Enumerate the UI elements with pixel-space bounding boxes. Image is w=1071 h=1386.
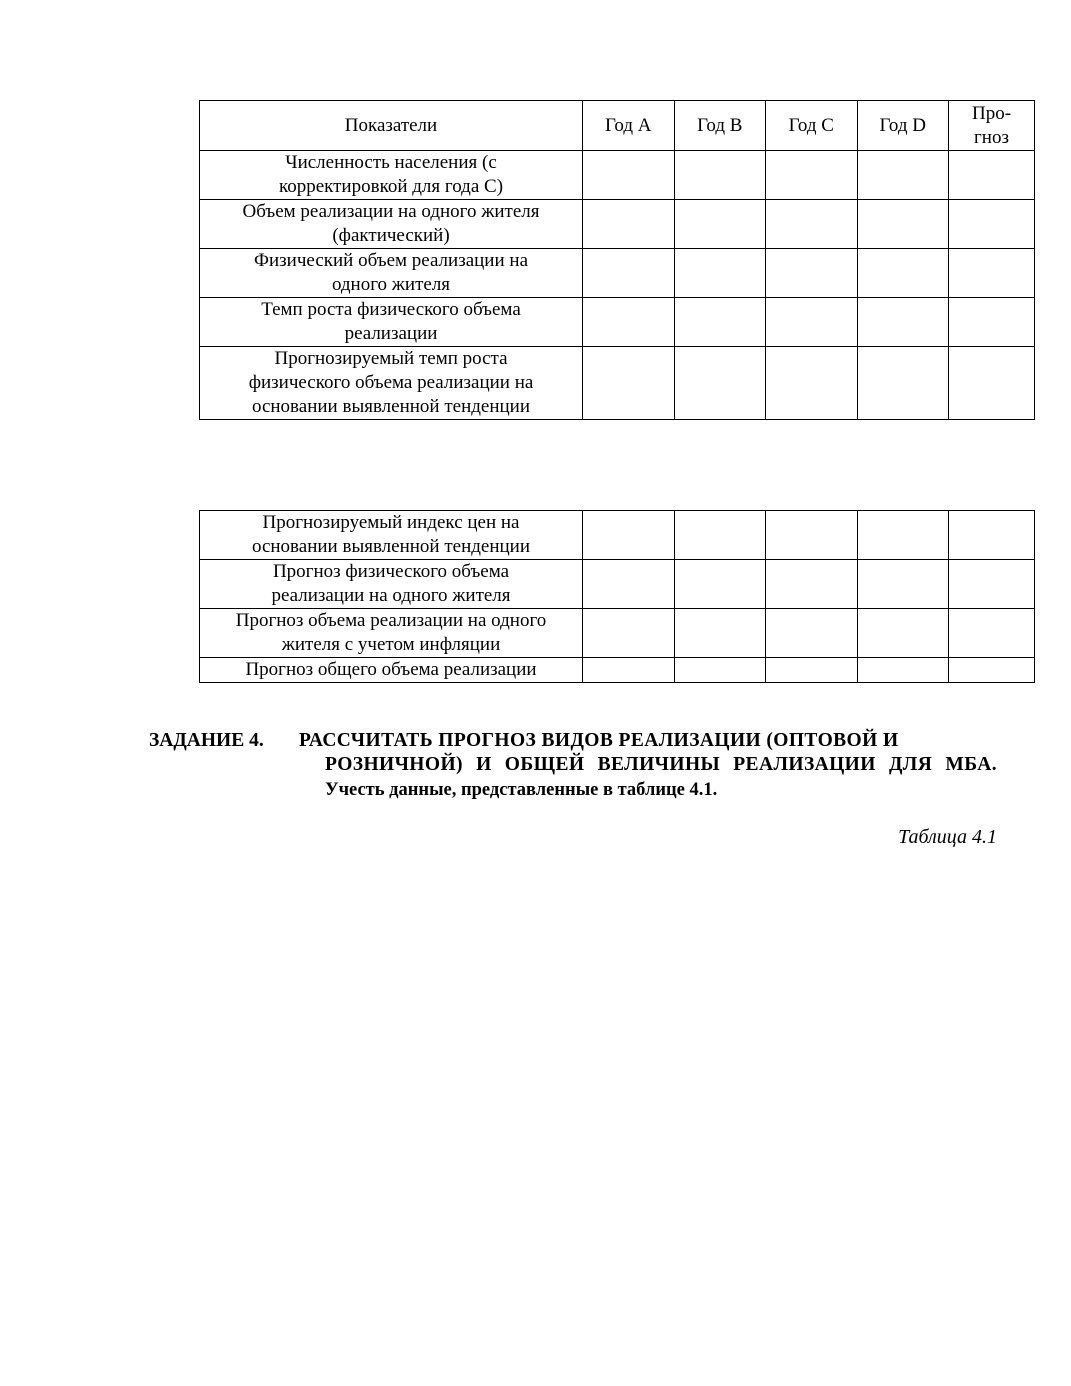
cell-empty	[949, 249, 1035, 298]
row-label-line: Физический объем реализации на	[254, 250, 528, 271]
header-indicator: Показатели	[200, 101, 583, 151]
indicators-table-top	[199, 100, 1035, 420]
row-label	[200, 511, 583, 560]
cell-empty	[949, 298, 1035, 347]
header-forecast-line1: Про-	[971, 102, 1012, 124]
table-row	[200, 347, 1035, 420]
cell-empty	[766, 560, 858, 609]
table-caption: Таблица 4.1	[898, 826, 997, 848]
cell-empty	[949, 200, 1035, 249]
cell-empty	[583, 200, 675, 249]
row-label	[200, 249, 583, 298]
cell-empty	[766, 151, 858, 200]
header-year-b: Год B	[674, 101, 766, 151]
cell-empty	[583, 658, 675, 683]
cell-empty	[857, 151, 949, 200]
cell-empty	[674, 511, 766, 560]
row-label	[200, 298, 583, 347]
cell-empty	[766, 249, 858, 298]
row-label-line: Объем реализации на одного жителя	[242, 201, 540, 222]
row-label-line: физического объема реализации на	[248, 372, 534, 393]
table-header-row	[200, 101, 1035, 151]
table-row	[200, 609, 1035, 658]
header-forecast	[949, 101, 1035, 151]
table-row	[200, 200, 1035, 249]
row-label	[200, 609, 583, 658]
cell-empty	[949, 511, 1035, 560]
cell-empty	[583, 151, 675, 200]
row-label-line: Численность населения (с	[285, 152, 497, 173]
cell-empty	[583, 609, 675, 658]
cell-empty	[766, 658, 858, 683]
cell-empty	[583, 511, 675, 560]
cell-empty	[674, 658, 766, 683]
cell-empty	[857, 347, 949, 420]
cell-empty	[674, 347, 766, 420]
cell-empty	[857, 658, 949, 683]
indicators-table-bottom	[199, 510, 1035, 683]
row-label-line: Прогноз физического объема	[272, 561, 510, 582]
cell-empty	[857, 298, 949, 347]
row-label-line: Прогнозируемый индекс цен на	[262, 512, 520, 533]
row-label-line: (фактический)	[332, 225, 450, 246]
cell-empty	[674, 298, 766, 347]
table-row	[200, 249, 1035, 298]
row-label	[200, 200, 583, 249]
cell-empty	[766, 609, 858, 658]
cell-empty	[674, 609, 766, 658]
cell-empty	[857, 511, 949, 560]
cell-empty	[583, 249, 675, 298]
cell-empty	[766, 347, 858, 420]
header-year-d: Год D	[857, 101, 949, 151]
task-heading-line1: РАССЧИТАТЬ ПРОГНОЗ ВИДОВ РЕАЛИЗАЦИИ (ОПТОВОЙ И	[299, 730, 899, 751]
cell-empty	[949, 347, 1035, 420]
cell-empty	[949, 151, 1035, 200]
cell-empty	[674, 560, 766, 609]
cell-empty	[949, 609, 1035, 658]
cell-empty	[949, 658, 1035, 683]
row-label-line: Прогноз общего объема реализации	[245, 659, 537, 680]
row-label-line: Прогнозируемый темп роста	[274, 348, 508, 369]
row-label-line: Темп роста физического объема	[261, 299, 521, 320]
cell-empty	[583, 347, 675, 420]
row-label-line: корректировкой для года С)	[278, 176, 504, 197]
cell-empty	[857, 609, 949, 658]
row-label-line: реализации	[344, 323, 438, 344]
cell-empty	[766, 298, 858, 347]
table-row	[200, 658, 1035, 683]
table-row	[200, 511, 1035, 560]
task-note: Учесть данные, представленные в таблице 4.1.	[325, 780, 718, 800]
cell-empty	[766, 200, 858, 249]
cell-empty	[766, 511, 858, 560]
row-label-line: жителя с учетом инфляции	[281, 634, 501, 655]
cell-empty	[674, 249, 766, 298]
cell-empty	[583, 298, 675, 347]
row-label	[200, 347, 583, 420]
header-forecast-line2: гноз	[974, 126, 1009, 148]
cell-empty	[583, 560, 675, 609]
row-label-line: основании выявленной тенденции	[251, 536, 531, 557]
row-label-line: одного жителя	[331, 274, 451, 295]
row-label	[200, 560, 583, 609]
table-row	[200, 560, 1035, 609]
cell-empty	[857, 200, 949, 249]
table-row	[200, 151, 1035, 200]
cell-empty	[857, 249, 949, 298]
row-label	[200, 151, 583, 200]
task-label: ЗАДАНИЕ 4.	[149, 730, 264, 751]
table-row	[200, 298, 1035, 347]
header-year-a: Год A	[583, 101, 675, 151]
row-label-line: реализации на одного жителя	[271, 585, 511, 606]
header-year-c: Год C	[766, 101, 858, 151]
cell-empty	[674, 200, 766, 249]
row-label-line: основании выявленной тенденции	[251, 396, 531, 417]
cell-empty	[674, 151, 766, 200]
cell-empty	[857, 560, 949, 609]
row-label	[200, 658, 583, 683]
row-label-line: Прогноз объема реализации на одного	[235, 610, 547, 631]
task-heading-line2: РОЗНИЧНОЙ) И ОБЩЕЙ ВЕЛИЧИНЫ РЕАЛИЗАЦИИ ДЛЯ МБА.	[325, 754, 997, 775]
cell-empty	[949, 560, 1035, 609]
